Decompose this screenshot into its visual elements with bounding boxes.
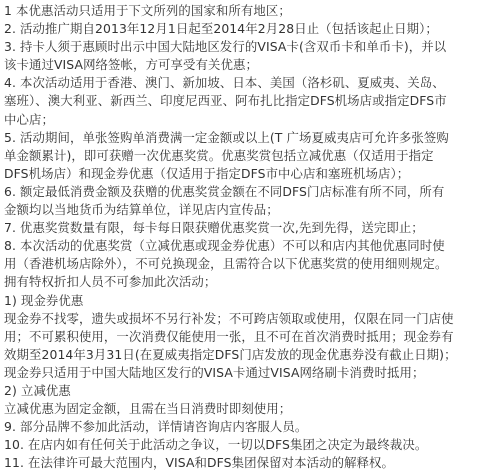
- text-line-21: 现金券只适用于中国大陆地区发行的VISA卡通过VISA网络刷卡消费时抵用；: [4, 364, 425, 380]
- text-line-18: 现金券不找零，遗失或损坏不另行补发；不可跨店领取或使用，仅限在同一门店使: [4, 310, 454, 326]
- text-line-4: 该卡通过VISA网络签帐，方可享受有关优惠；: [4, 57, 258, 73]
- text-line-20: 效期至2014年3月31日(在夏威夷指定DFS门店发放的现金优惠券没有截止日期)；: [4, 346, 457, 362]
- text-line-8: 5. 活动期间，单张签购单消费满一定金额或以上(T 广场夏威夷店可允许多张签购: [4, 129, 449, 145]
- text-line-14: 8. 本次活动的优惠奖赏（立减优惠或现金券优惠）不可以和店内其他优惠同时使: [4, 238, 445, 254]
- text-line-24: 9. 部分品牌不参加此活动，详情请咨询店内客服人员。: [4, 419, 308, 435]
- text-line-25: 10. 在店内如有任何关于此活动之争议，一切以DFS集团之决定为最终裁决。: [4, 437, 428, 453]
- text-line-9: 单金额累计)，即可获赠一次优惠奖赏。优惠奖赏包括立减优惠（仅适用于指定: [4, 147, 434, 163]
- text-line-2: 2. 活动推广期自2013年12月1日起至2014年2月28日止（包括该起止日期）；: [4, 21, 438, 37]
- text-line-3: 3. 持卡人须于惠顾时出示中国大陆地区发行的VISA卡(含双币卡和单币卡)，并以: [4, 39, 447, 55]
- text-line-26: 11. 在法律许可最大范围内，VISA和DFS集团保留对本活动的解释权。: [4, 455, 395, 471]
- section-heading-cash-voucher: 1) 现金券优惠: [4, 292, 84, 308]
- text-line-13: 7. 优惠奖赏数量有限，每卡每日限获赠优惠奖赏一次,先到先得，送完即止；: [4, 220, 424, 236]
- text-line-6: 塞班）、澳大利亚、新西兰、印度尼西亚、阿布扎比指定DFS机场店或指定DFS市: [4, 93, 447, 109]
- text-line-1: 1 本优惠活动只适用于下文所列的国家和所有地区；: [4, 3, 291, 18]
- text-line-5: 4. 本次活动适用于香港、澳门、新加坡、日本、美国（洛杉矶、夏威夷、关岛、: [4, 75, 445, 91]
- text-line-12: 金额均以当地货币为结算单位，详见店内宣传品；: [4, 202, 279, 218]
- text-line-16: 拥有特权折扣人员不可参加此次活动；: [4, 274, 217, 290]
- text-line-11: 6. 额定最低消费金额及获赠的优惠奖赏金额在不同DFS门店标准有所不同，所有: [4, 183, 445, 199]
- text-line-10: DFS机场店）和现金券优惠（仅适用于指定DFS市中心店和塞班机场店）；: [4, 165, 410, 181]
- text-line-15: 用（香港机场店除外），不可兑换现金，且需符合以下优惠奖赏的使用细则规定。: [4, 256, 448, 272]
- text-line-23: 立减优惠为固定金额，且需在当日消费时即刻使用；: [4, 401, 292, 417]
- section-heading-instant-discount: 2) 立减优惠: [4, 382, 71, 398]
- text-line-19: 用；不可累积使用，一次消费仅能使用一张，且不可在首次消费时抵用；现金券有: [4, 328, 454, 344]
- text-line-7: 中心店；: [4, 111, 54, 127]
